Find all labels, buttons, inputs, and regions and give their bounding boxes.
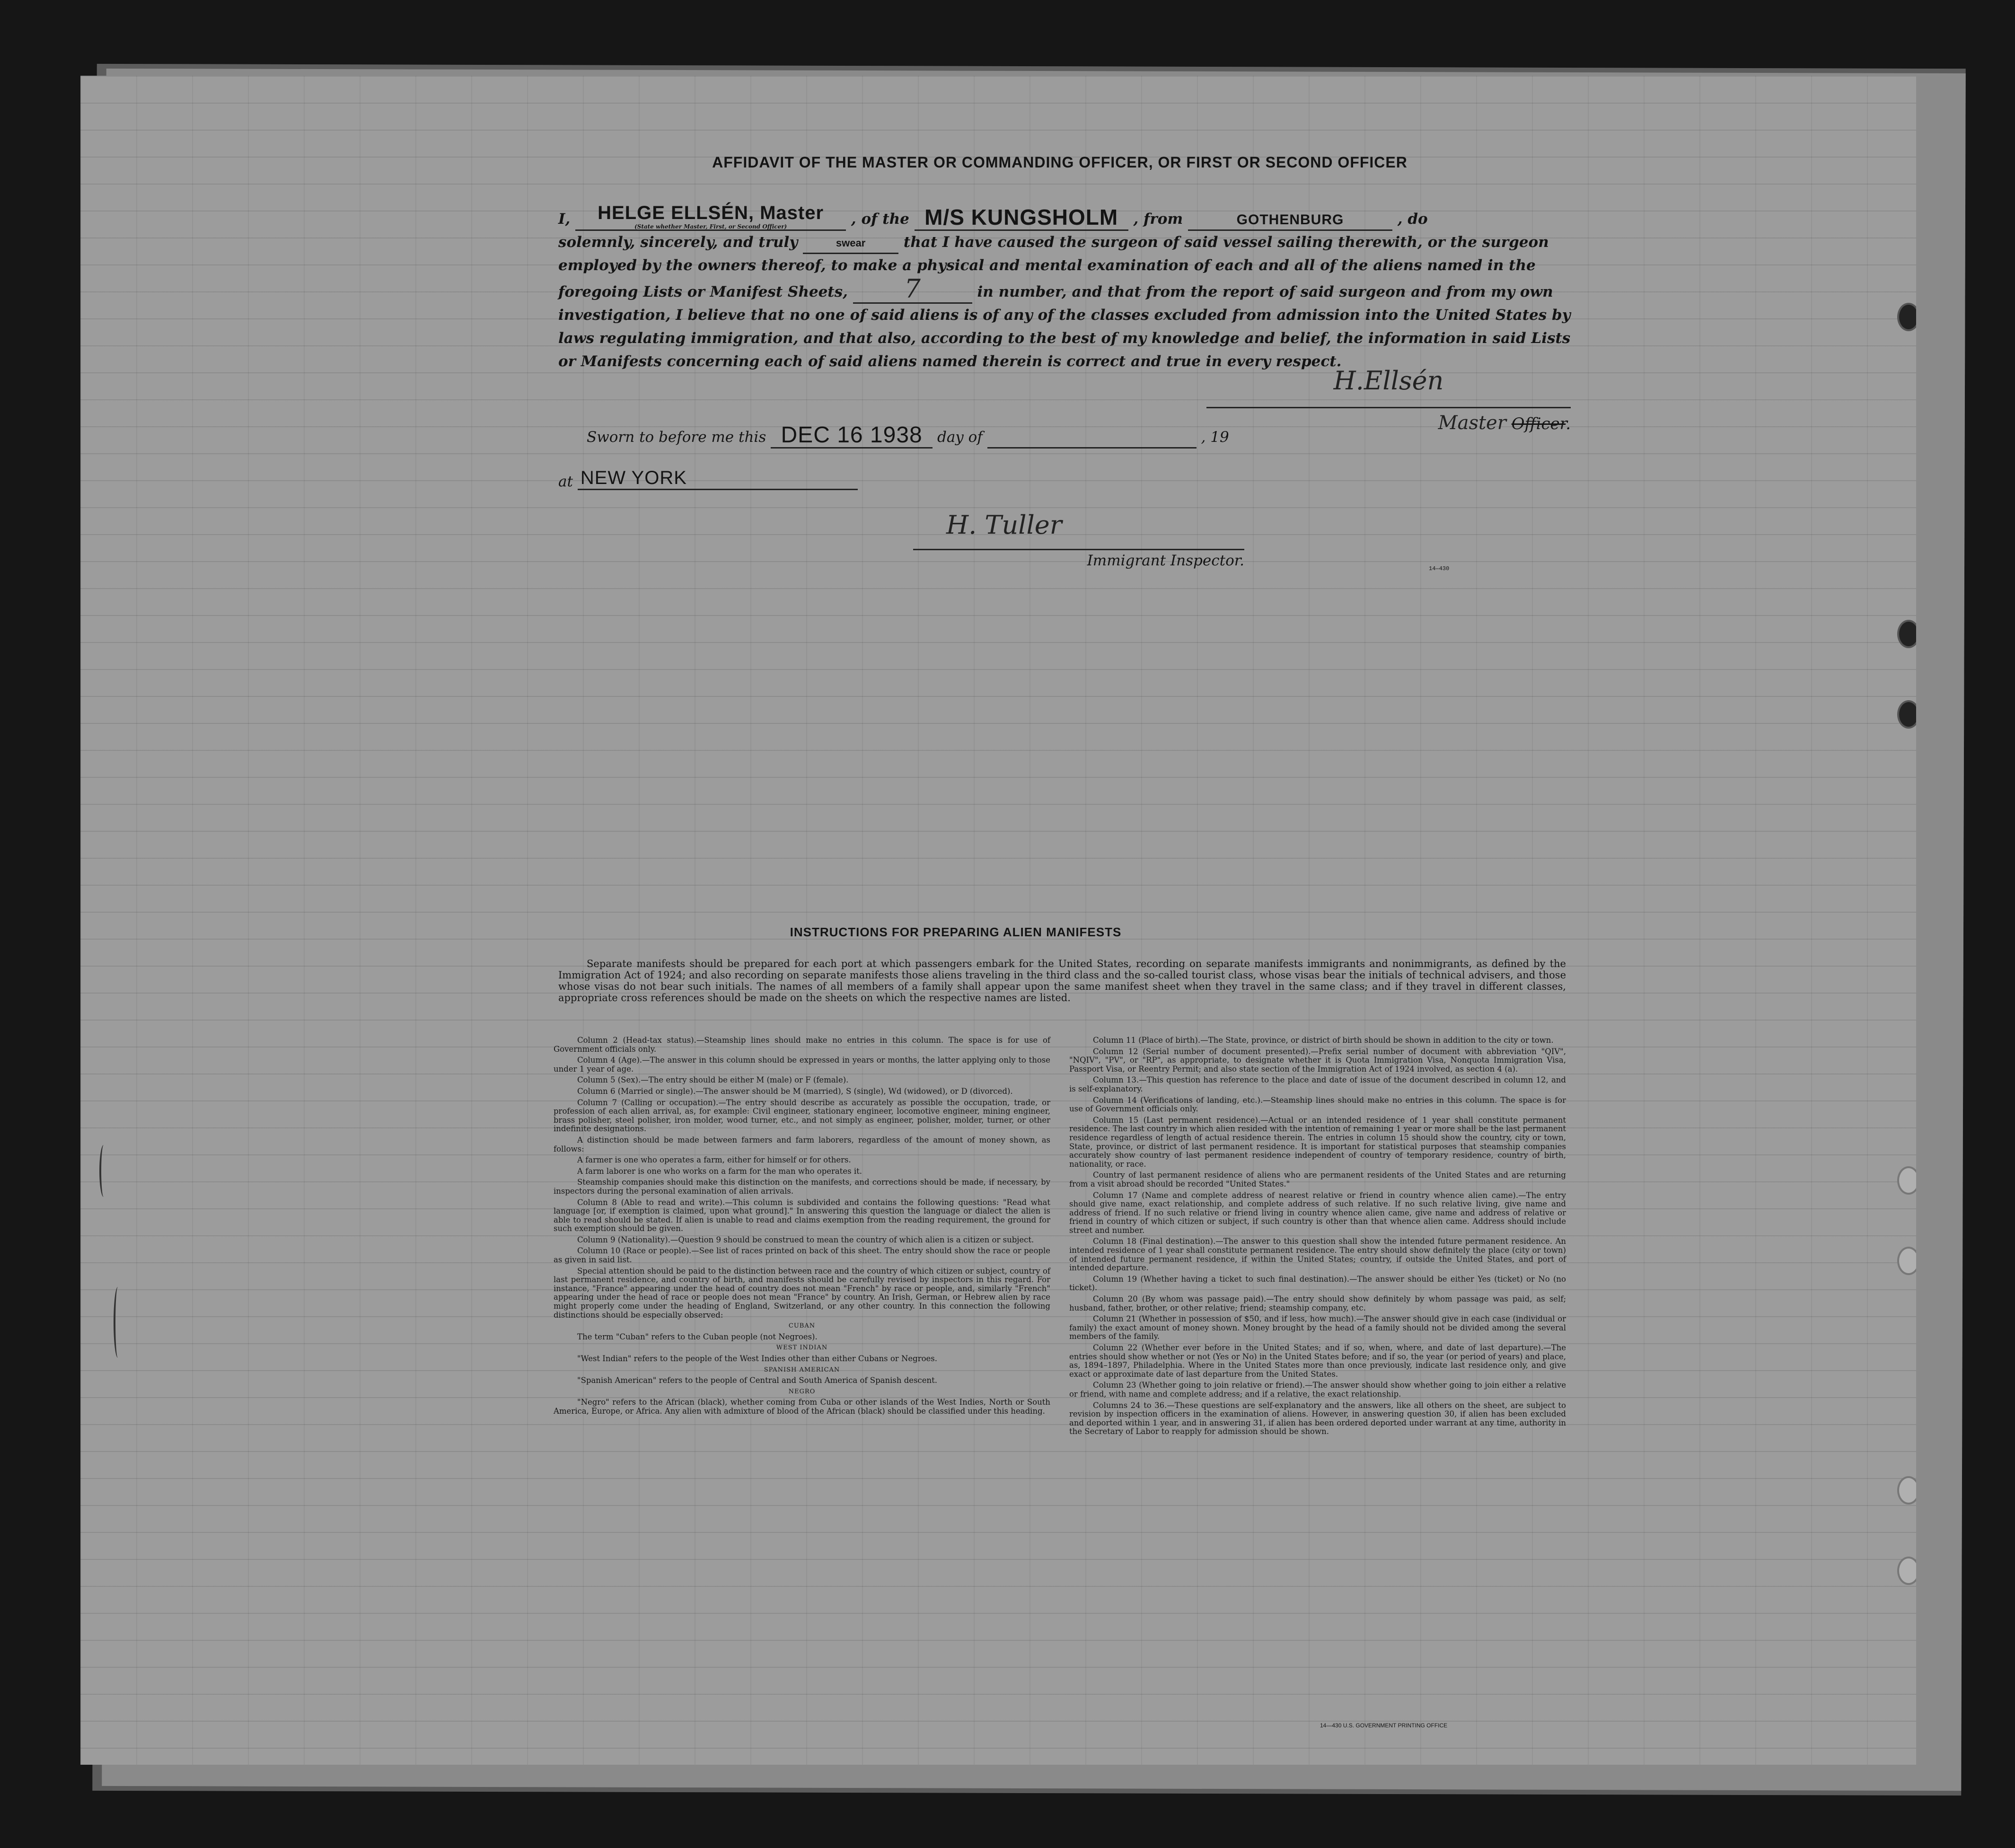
master-signature: H.Ellsén: [1333, 366, 1444, 396]
text-spanish-american: "Spanish American" refers to the people of Central and South America of Spanish descent.: [577, 1376, 938, 1385]
printing-office-footer: 14—430 U.S. GOVERNMENT PRINTING OFFICE: [1320, 1722, 1448, 1729]
instruction-paragraph: Column 20 (By whom was passage paid).—The entry should show definitely by whom passage was paid, as self; husband, father, brother, or other relative; friend; steamship company, etc.: [1069, 1294, 1566, 1312]
instructions-right-column: [1069, 1036, 1566, 1439]
binder-hole: [1897, 1557, 1916, 1585]
oath-field: [803, 232, 898, 254]
instruction-paragraph: Column 6 (Married or single).—The answer should be M (married), S (single), Wd (widowed), or D (divorced).: [577, 1086, 1013, 1096]
instruction-paragraph: A distinction should be made between farmers and farm laborers, regardless of the amount of money shown, as follows:: [554, 1135, 1050, 1153]
instruction-paragraph: A farmer is one who operates a farm, either for himself or for others.: [577, 1155, 851, 1165]
instruction-paragraph: Column 5 (Sex).—The entry should be either M (male) or F (female).: [577, 1075, 849, 1085]
binder-hole: [1897, 1247, 1916, 1275]
master-name-field: [575, 203, 846, 231]
instruction-paragraph: Columns 24 to 36.—These questions are self-explanatory and the answers, like all others on the sheet, are subject to revision by inspection officers in the examination of aliens. However, in answering question 30, if alien has been excluded and deported within 1 year, and in answering 31, if alien has been ordered deported under warrant at any time, authority in the Secretary of Labor to reapply for admission should be shown.: [1069, 1400, 1566, 1436]
signer-title-line: Master Officer.: [1438, 412, 1571, 434]
year-prefix: , 19: [1201, 429, 1229, 446]
master-name-note: (State whether Master, First, or Second Officer): [634, 223, 787, 230]
location-line: [558, 468, 858, 490]
port-from-field: [1188, 210, 1392, 231]
instructions-title: INSTRUCTIONS FOR PREPARING ALIEN MANIFESTS: [790, 925, 1122, 939]
instruction-paragraph: Column 18 (Final destination).—The answer to this question shall show the intended future permanent residence. An intended residence of 1 year shall constitute permanent residence. The entry should show definitely the place (city or town) of intended future permanent residence, if within the United States; country, if outside the United States, and port of intended departure.: [1069, 1237, 1566, 1273]
instruction-paragraph: Column 10 (Race or people).—See list of races printed on back of this sheet. The entry should show the race or people as given in said list.: [554, 1246, 1050, 1265]
affidavit-title: AFFIDAVIT OF THE MASTER OR COMMANDING OFFICER, OR FIRST OR SECOND OFFICER: [712, 154, 1408, 171]
signer-title: Master: [1438, 412, 1506, 434]
instruction-paragraph: Column 2 (Head-tax status).—Steamship lines should make no entries in this column. The space is for use of Government officials only.: [554, 1036, 1050, 1054]
instruction-paragraph: Column 4 (Age).—The answer in this column should be expressed in years or months, the latter applying only to those under 1 year of age.: [554, 1056, 1050, 1074]
inspector-signature: H. Tuller: [946, 510, 1062, 540]
at-label: at: [558, 473, 573, 490]
from-label: , from: [1133, 211, 1183, 228]
location-field: [578, 468, 858, 490]
binder-hole: [1897, 303, 1916, 331]
text-cuban: The term "Cuban" refers to the Cuban people (not Negroes).: [577, 1332, 818, 1341]
binder-hole: [1897, 1166, 1916, 1195]
month-field: [987, 447, 1197, 449]
inspector-signature-block: [913, 510, 1244, 569]
instruction-paragraph: Column 14 (Verifications of landing, etc.).—Steamship lines should make no entries in this column. The space is for use of Government officials only.: [1069, 1095, 1566, 1114]
margin-mark: [99, 1145, 108, 1197]
form-number: 14—430: [1429, 565, 1450, 572]
heading-west-indian: WEST INDIAN: [776, 1344, 828, 1352]
instruction-paragraph: A farm laborer is one who works on a farm for the man who operates it.: [577, 1166, 862, 1176]
instruction-paragraph: Column 11 (Place of birth).—The State, province, or district of birth should be shown in addition to the city or town.: [1093, 1036, 1554, 1045]
affidavit-text-2: in number, and that from the report of said surgeon and from my own investigation, I believe that no one of said aliens is of any of the classes excluded from admission into the United States by laws regulating immigration, and that also, according to the best of my knowledge and belief, the information in said Lists or Manifests concerning each of said aliens named therein is correct and true in every respect.: [558, 283, 1571, 370]
signer-suffix-struck: Officer: [1511, 414, 1566, 433]
sworn-date: DEC 16 1938: [781, 422, 923, 448]
affidavit-body: [558, 203, 1575, 373]
margin-mark: [114, 1287, 122, 1358]
inspector-label: Immigrant Inspector.: [1087, 552, 1244, 569]
master-signature-line: [1206, 366, 1571, 408]
port-from: GOTHENBURG: [1236, 212, 1344, 228]
instruction-paragraph: Column 15 (Last permanent residence).—Actual or an intended residence of 1 year shall constitute permanent residence. The last country in which alien resided with the intention of remaining 1 year or more shall be the last permanent residence regardless of length of actual residence therein. The entries in column 15 should show the country, city or town, State, province, or district of last permanent residence. It is important for statistical purposes that steamship companies accurately show country of last permanent residence independent of country of temporary residence, country of birth, nationality, or race.: [1069, 1115, 1566, 1169]
heading-cuban: CUBAN: [788, 1322, 816, 1330]
text-negro: "Negro" refers to the African (black), whether coming from Cuba or other islands of the West Indies, North or South America, Europe, or Africa. Any alien with admixture of blood of the African (black) should be classified under this heading.: [554, 1398, 1050, 1416]
heading-spanish-american: SPANISH AMERICAN: [764, 1366, 840, 1373]
vessel-field: [915, 205, 1128, 231]
sheet-count: 7: [904, 274, 921, 304]
sworn-label: Sworn to before me this: [587, 429, 766, 446]
i-label: I,: [558, 211, 571, 228]
instructions-intro: Separate manifests should be prepared for each port at which passengers embark for the United States, recording on separate manifests immigrants and nonimmigrants, as defined by the Immigration Act of 1924; and also recording on separate manifests those aliens traveling in the third class and the so-called tourist class, whose visas bear the initials of technical advisers, and those whose visas do not bear such initials. The names of all members of a family shall appear upon the same manifest sheet when they travel in the same class; and if they travel in different classes, appropriate cross references should be made on the sheets on which the respective names are listed.: [558, 958, 1566, 1003]
do-label: , do: [1397, 211, 1428, 228]
manifest-page: [80, 76, 1916, 1765]
instruction-paragraph: Column 7 (Calling or occupation).—The entry should describe as accurately as possible the occupation, trade, or profession of each alien arrival, as, for example: Civil engineer, stationary engineer, locomotive engineer, mining engineer, brass polisher, steel polisher, iron molder, wood turner, etc., and not simply as engineer, polisher, molder, turner, or other indefinite designations.: [554, 1098, 1050, 1134]
instruction-paragraph: Column 8 (Able to read and write).—This column is subdivided and contains the following questions: "Read what language [or, if exemption is claimed, upon what ground]." In answering this question the language or dialect the alien is able to read should be stated. If alien is unable to read and claims exemption from the reading requirement, the ground for such exemption should be given.: [554, 1197, 1050, 1233]
instruction-paragraph: Country of last permanent residence of aliens who are permanent residents of the United States and are returning from a visit abroad should be recorded "United States.": [1069, 1170, 1566, 1188]
day-of-label: day of: [937, 429, 983, 446]
solemnly-text: solemnly, sincerely, and truly: [558, 234, 798, 251]
instruction-paragraph: Steamship companies should make this distinction on the manifests, and corrections should be made, if necessary, by inspectors during the personal examination of alien arrivals.: [554, 1178, 1050, 1196]
instruction-paragraph: Column 19 (Whether having a ticket to such final destination).—The answer should be either Yes (ticket) or No (no ticket).: [1069, 1274, 1566, 1293]
instruction-paragraph: Special attention should be paid to the distinction between race and the country of which citizen or subject, country of last permanent residence, and country of birth, and manifests should be carefully revised by inspectors in this regard. For instance, "France" appearing under the head of country does not mean "French" by race or people, and, similarly "French" appearing under the head of race or people does not mean "France" by country. An Irish, German, or Hebrew alien by race might properly come under the heading of England, Switzerland, or any other country. In this connection the following distinctions should be especially observed:: [554, 1266, 1050, 1320]
instruction-paragraph: Column 13.—This question has reference to the place and date of issue of the document described in column 12, and is self-explanatory.: [1069, 1075, 1566, 1093]
vessel-name: M/S KUNGSHOLM: [924, 205, 1118, 229]
instruction-paragraph: Column 12 (Serial number of document presented).—Prefix serial number of document with abbreviation "QIV", "NQIV", "PV", or "RP", as appropriate, to designate whether it is Quota Immigration Visa, Nonquota Immigration Visa, Passport Visa, or Reentry Permit; and also state section of the Immigration Act of 1924 involved, as section 4 (a).: [1069, 1047, 1566, 1074]
binder-hole: [1897, 1476, 1916, 1505]
instruction-paragraph: Column 23 (Whether going to join relative or friend).—The answer should show whether going to join either a relative or friend, with name and complete address; and if a relative, the exact relationship.: [1069, 1381, 1566, 1399]
inspector-signature-line: [913, 510, 1244, 550]
binder-hole: [1897, 700, 1916, 729]
master-signature-block: [1206, 366, 1571, 435]
location: NEW YORK: [580, 467, 687, 488]
instruction-paragraph: Column 17 (Name and complete address of nearest relative or friend in country whence alien came).—The entry should give name, exact relationship, and complete address of such relative. If no such relative living, give name and address of friend. If no such relative or friend living in country whence alien came, give name and address of relative or friend in country of which citizen or subject, if such country is other than that whence alien came. Address should include street and number.: [1069, 1190, 1566, 1235]
master-name: HELGE ELLSÉN, Master: [598, 202, 824, 223]
oath-word: swear: [836, 237, 866, 249]
sworn-date-field: [771, 422, 933, 449]
instruction-paragraph: Column 9 (Nationality).—Question 9 should be construed to mean the country of which alien is a citizen or subject.: [577, 1235, 1034, 1244]
instructions-left-column: [554, 1036, 1050, 1418]
of-the-label: , of the: [851, 211, 909, 228]
sworn-line: [587, 422, 1344, 449]
instruction-paragraph: Column 21 (Whether in possession of $50, and if less, how much).—The answer should give in each case (individual or family) the exact amount of money shown. Money brought by the head of a family should not be divided among the several members of the family.: [1069, 1314, 1566, 1341]
sheet-count-field: [853, 274, 972, 304]
binder-hole: [1897, 620, 1916, 648]
text-west-indian: "West Indian" refers to the people of the West Indies other than either Cubans or Negroes.: [577, 1354, 938, 1363]
affidavit-text-1: that I have caused the surgeon of said vessel sailing therewith, or the surgeon employed by the owners thereof, to make a physical and mental examination of each and all of the aliens named in the foregoing Lists or Manifest Sheets,: [558, 234, 1549, 300]
instruction-paragraph: Column 22 (Whether ever before in the United States; and if so, when, where, and date of last departure).—The entries should show whether or not (Yes or No) in the United States before; and if so, the year (or period of years) and place, as, 1894–1897, Philadelphia. Where in the United States more than once previously, indicate last residence only, and give exact or approximate date of last departure from the United States.: [1069, 1343, 1566, 1379]
heading-negro: NEGRO: [788, 1388, 816, 1395]
